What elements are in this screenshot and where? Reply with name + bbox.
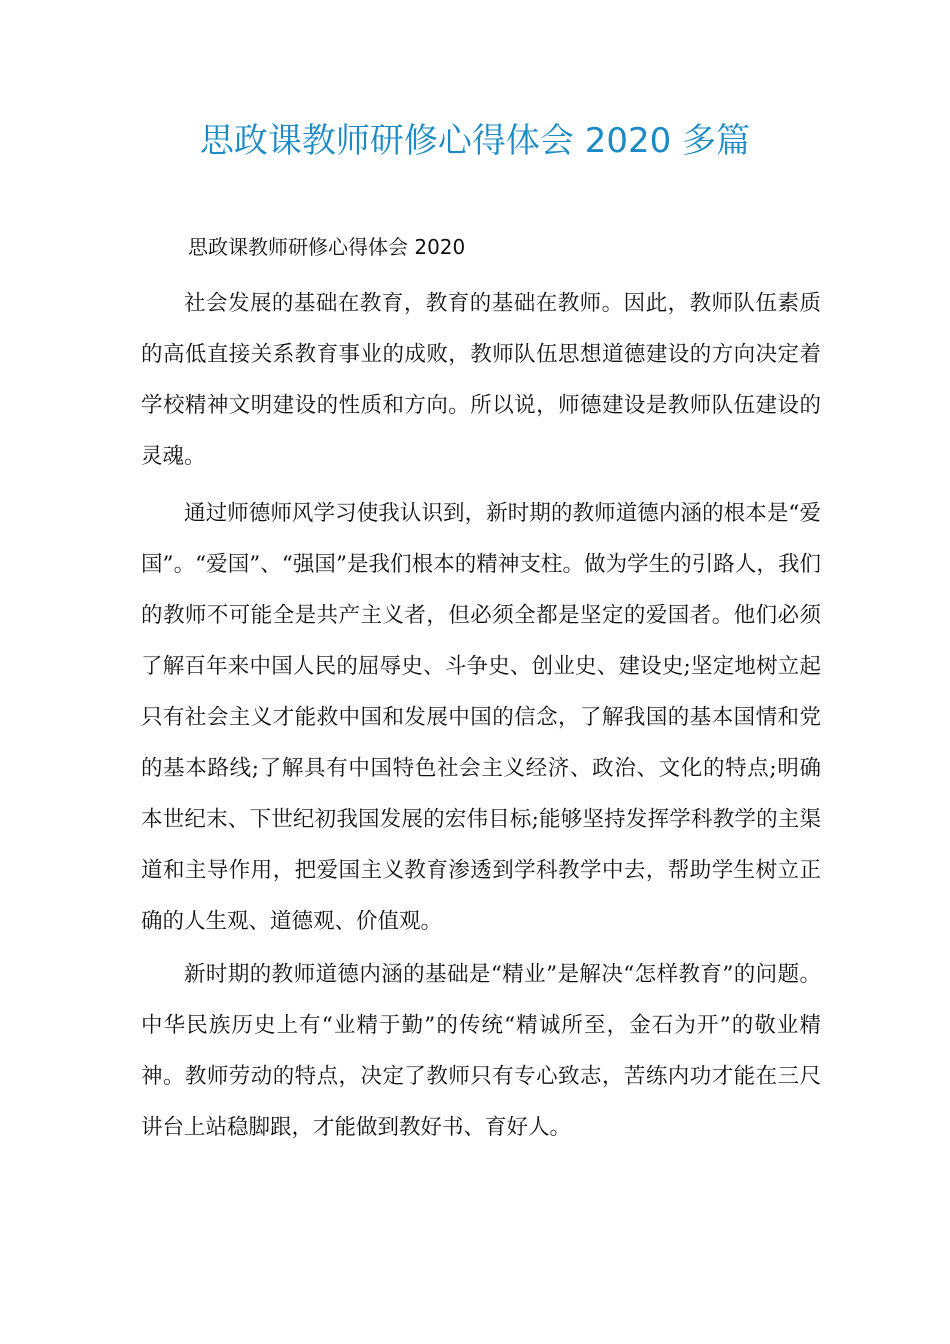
paragraph-2: 通过师德师风学习使我认识到，新时期的教师道德内涵的根本是“爱国”。“爱国”、“强国”是我们根本的精神支柱。做为学生的引路人，我们的教师不可能全是共产主义者，但必须全都是坚定的爱国者。他们必须了解百年来中国人民的屈辱史、斗争史、创业史、建设史;坚定地树立起只有社会主义才能救中国和发展中国的信念，了解我国的基本国情和党的基本路线;了解具有中国特色社会主义经济、政治、文化的特点;明确本世纪末、下世纪初我国发展的宏伟目标;能够坚持发挥学科教学的主渠道和主导作用，把爱国主义教育渗透到学科教学中去，帮助学生树立正确的人生观、道德观、价值观。 xyxy=(141,501,821,934)
document-title: 思政课教师研修心得体会 2020 多篇 xyxy=(199,121,751,161)
paragraph-1: 社会发展的基础在教育，教育的基础在教师。因此，教师队伍素质的高低直接关系教育事业的成败，教师队伍思想道德建设的方向决定着学校精神文明建设的性质和方向。所以说，师德建设是教师队伍建设的灵魂。 xyxy=(141,291,821,469)
document-body xyxy=(141,230,821,1153)
document-subtitle: 思政课教师研修心得体会 2020 xyxy=(188,235,466,259)
paragraph-3: 新时期的教师道德内涵的基础是“精业”是解决“怎样教育”的问题。中华民族历史上有“业精于勤”的传统“精诚所至，金石为开”的敬业精神。教师劳动的特点，决定了教师只有专心致志，苦练内功才能在三尺讲台上站稳脚跟，才能做到教好书、育好人。 xyxy=(141,962,821,1140)
